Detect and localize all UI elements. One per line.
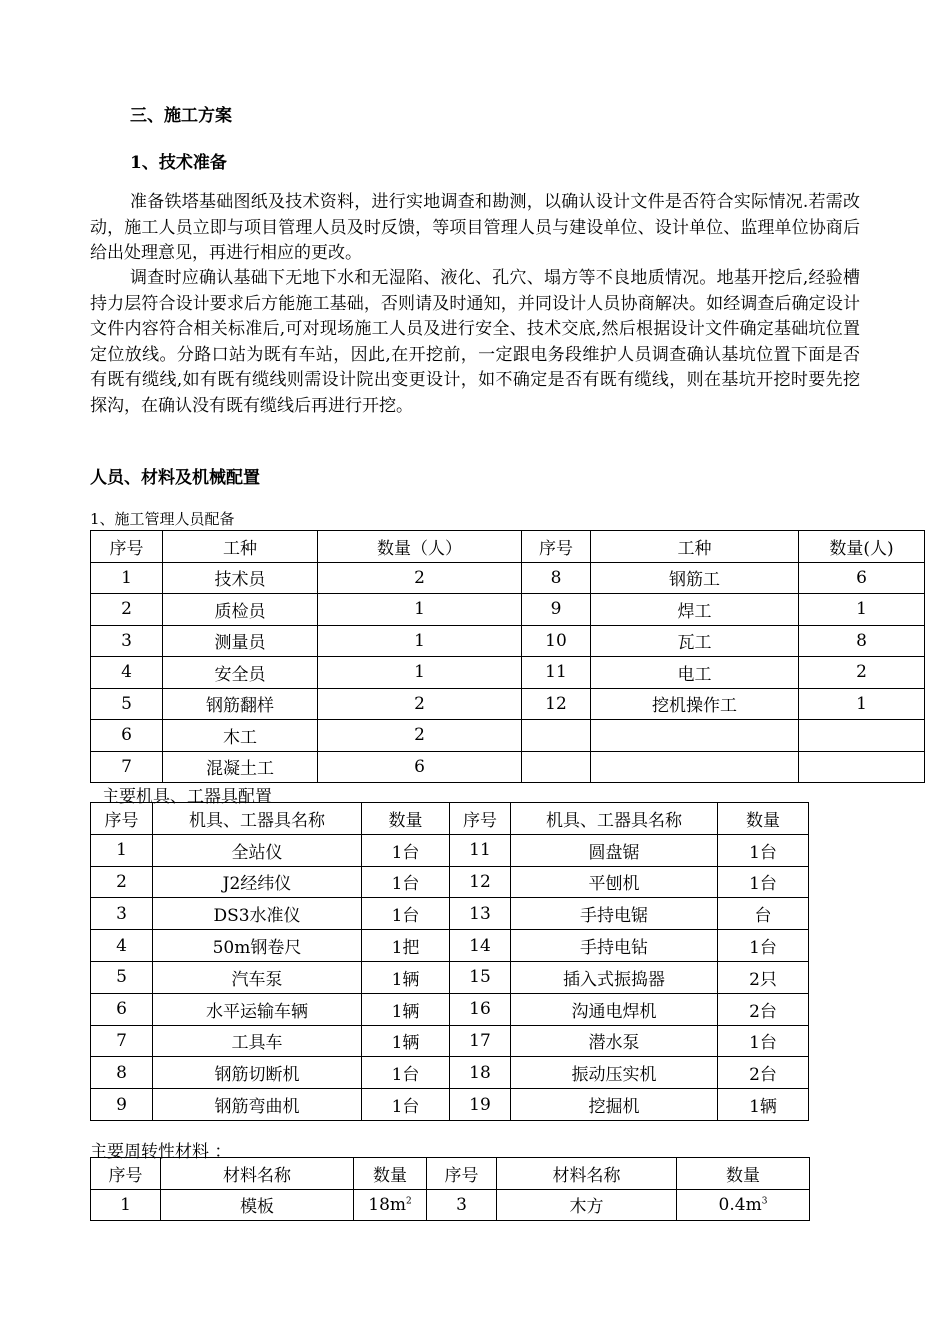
machine-table-row — [91, 993, 809, 1025]
material-table-header-row — [91, 1158, 810, 1190]
machine-table-cell — [362, 1025, 450, 1057]
machine-table-cell — [153, 1089, 362, 1121]
machine-table-cell-text: 沟通电焊机 — [571, 1001, 657, 1022]
staff-table-cell — [799, 688, 925, 720]
machine-table-cell — [511, 993, 718, 1025]
machine-table-header-cell: 数量 — [718, 803, 809, 835]
machine-table-cell-text: 14 — [469, 935, 491, 956]
machine-table-cell-text: 钢筋弯曲机 — [214, 1097, 300, 1118]
staff-table-row — [91, 688, 925, 720]
machine-table-cell-text: 1台 — [391, 1065, 420, 1086]
machine-table-cell — [718, 1089, 809, 1121]
machine-table-cell-text: 1台 — [749, 874, 777, 895]
staff-table-cell-text: 10 — [545, 630, 567, 651]
machine-table-cell-text: 汽车泵 — [231, 969, 283, 990]
machine-table-cell — [450, 898, 511, 930]
material-table-cell — [497, 1189, 677, 1221]
staff-table-cell-text: 6 — [856, 567, 867, 588]
machine-table-cell — [362, 993, 450, 1025]
machine-table-cell — [91, 898, 153, 930]
machine-table-cell — [511, 834, 718, 866]
machine-table-cell-text: 振动压实机 — [571, 1065, 657, 1086]
machine-table-cell — [718, 1057, 809, 1089]
machine-table-cell-text: 18 — [469, 1062, 491, 1083]
staff-table-cell-text: 4 — [121, 662, 132, 683]
staff-table-cell — [522, 688, 591, 720]
staff-table-cell — [591, 720, 799, 752]
staff-table-cell-text: 1 — [856, 693, 867, 714]
machine-table-cell — [91, 1025, 153, 1057]
staff-table-cell — [591, 657, 799, 689]
machine-table-cell-text: J2经纬仪 — [222, 874, 292, 895]
staff-table-cell-text: 钢筋翻样 — [206, 696, 274, 717]
machine-table-row — [91, 898, 809, 930]
staff-table-cell — [318, 688, 522, 720]
staff-table-header-cell: 数量(人) — [799, 531, 925, 563]
staff-table-header-cell: 序号 — [91, 531, 163, 563]
staff-table-cell-text: 8 — [550, 567, 562, 588]
material-table-cell-text: 0.4m — [718, 1194, 762, 1215]
staff-table-cell — [91, 562, 163, 594]
machine-table-row — [91, 1089, 809, 1121]
machine-table-cell — [91, 993, 153, 1025]
volume-unit-superscript: 3 — [761, 1196, 768, 1207]
staff-table-cell — [799, 751, 925, 783]
machine-table-cell-text: 8 — [116, 1062, 127, 1083]
machine-table-cell-text: 1台 — [749, 1033, 777, 1054]
staff-table-cell-text: 6 — [414, 756, 425, 777]
staff-table-cell — [318, 720, 522, 752]
machine-table-cell-text: 7 — [116, 1030, 127, 1051]
staff-table-cell-text: 1 — [414, 630, 425, 651]
machine-table-cell — [153, 866, 362, 898]
machine-table-cell — [450, 993, 511, 1025]
machine-table-cell-text: 1台 — [749, 842, 777, 863]
machine-table-row — [91, 961, 809, 993]
staff-table-cell-text: 5 — [121, 693, 132, 714]
machine-table-cell — [718, 930, 809, 962]
staff-table-row — [91, 657, 925, 689]
machine-table-cell-text: 2台 — [749, 1001, 777, 1022]
machine-table-cell-text: 挖掘机 — [588, 1097, 640, 1118]
machine-table-header-cell: 机具、工器具名称 — [153, 803, 362, 835]
machine-table-cell — [153, 834, 362, 866]
area-unit-superscript: 2 — [406, 1196, 412, 1207]
staff-table-cell-text: 电工 — [677, 664, 712, 685]
staff-table-row — [91, 625, 925, 657]
machine-table-cell — [450, 834, 511, 866]
staff-table-cell-text: 7 — [121, 756, 132, 777]
material-table-caption: 主要周转性材料 ： — [90, 1142, 232, 1162]
staff-table-cell — [522, 657, 591, 689]
material-table-cell-text: 模板 — [240, 1197, 274, 1218]
staff-table-cell-text: 1 — [121, 567, 132, 588]
staff-table-header-cell: 数量（人） — [318, 531, 522, 563]
machine-table-cell-text: 1把 — [391, 938, 420, 959]
machine-table-header-cell: 序号 — [450, 803, 511, 835]
machine-table-row — [91, 930, 809, 962]
machine-table-cell — [450, 1057, 511, 1089]
staff-table-cell-text: 质检员 — [214, 601, 266, 622]
staff-table-cell — [163, 594, 318, 626]
staff-table-header-cell: 工种 — [163, 531, 318, 563]
machine-table-cell — [511, 961, 718, 993]
machine-table-cell — [511, 898, 718, 930]
machine-table-cell — [91, 1089, 153, 1121]
staff-table-cell — [799, 720, 925, 752]
machine-table-cell-text: 1辆 — [391, 1033, 420, 1054]
staff-table-cell-text: 11 — [545, 662, 567, 683]
machine-table-cell — [362, 866, 450, 898]
staff-table-cell — [163, 657, 318, 689]
material-table — [90, 1157, 810, 1221]
machine-table-cell — [511, 1089, 718, 1121]
machine-table-cell-text: 1台 — [391, 906, 420, 927]
staff-table-cell-text: 2 — [414, 725, 425, 746]
section-subtitle: 1、技术准备 — [130, 153, 227, 173]
staff-table-header-row — [91, 531, 925, 563]
machine-table-cell — [153, 1057, 362, 1089]
staff-table-cell — [591, 562, 799, 594]
staff-table-cell-text: 12 — [545, 693, 567, 714]
machine-table-cell-text: 全站仪 — [231, 842, 283, 863]
staff-table-cell-text: 1 — [414, 662, 425, 683]
machine-table-cell — [362, 1089, 450, 1121]
staff-table-cell — [91, 594, 163, 626]
staff-table-cell — [522, 625, 591, 657]
machine-table-cell-text: 15 — [469, 967, 491, 988]
staff-table-cell-text: 2 — [414, 693, 425, 714]
staff-table-cell — [163, 625, 318, 657]
machine-table-header-cell: 序号 — [91, 803, 153, 835]
staff-table-cell — [522, 751, 591, 783]
machine-table-cell-text: 17 — [469, 1030, 491, 1051]
machine-table-cell — [153, 993, 362, 1025]
machine-table-cell — [511, 930, 718, 962]
staff-table-cell-text: 技术员 — [214, 570, 266, 591]
machine-table-cell-text: 12 — [469, 871, 491, 892]
machine-table-header-cell: 数量 — [362, 803, 450, 835]
staff-table-cell — [318, 594, 522, 626]
staff-table-cell — [91, 625, 163, 657]
staff-table-cell-text: 6 — [121, 725, 132, 746]
staff-table-cell — [591, 688, 799, 720]
machine-table-cell — [362, 898, 450, 930]
staff-table-cell — [318, 657, 522, 689]
machine-table-cell-text: 手持电锯 — [580, 906, 648, 927]
machine-table-cell-text: 2只 — [749, 969, 777, 990]
machine-table-cell-text: 平刨机 — [588, 874, 640, 895]
material-table-header-cell: 材料名称 — [161, 1158, 354, 1190]
machine-table-cell — [153, 1025, 362, 1057]
machine-table-cell-text: 2 — [116, 871, 127, 892]
machine-table-cell-text: 3 — [116, 903, 127, 924]
staff-table-cell-text: 9 — [550, 599, 562, 620]
machine-table-cell — [91, 866, 153, 898]
staff-table-cell-text: 混凝土工 — [206, 759, 274, 780]
staff-table-cell-text: 8 — [856, 630, 867, 651]
machine-table-row — [91, 834, 809, 866]
staff-table-cell-text: 1 — [414, 599, 425, 620]
staff-table-cell — [799, 562, 925, 594]
machine-table-cell — [450, 1025, 511, 1057]
machine-table-cell-text: 13 — [469, 903, 491, 924]
paragraph-investigation: 调查时应确认基础下无地下水和无湿陷、液化、孔穴、塌方等不良地质情况。地基开挖后,经验槽持力层符合设计要求后方能施工基础，否则请及时通知，并同设计人员协商解决。如经调查后确定设计文件内容符合相关标准后,可对现场施工人员及进行安全、技术交底,然后根据设计文件确定基础坑位置定位放线。分路口站为既有车站，因此,在开挖前，一定跟电务段维护人员调查确认基坑位置下面是否有既有缆线,如有既有缆线则需设计院出变更设计，如不确定是否有既有缆线，则在基坑开挖时要先挖探沟，在确认没有既有缆线后再进行开挖。 — [90, 268, 860, 416]
machine-table-cell-text: 2台 — [749, 1065, 777, 1086]
material-table-cell-text: 木方 — [569, 1197, 604, 1218]
machine-table-cell-text: 1台 — [749, 938, 777, 959]
staff-table-cell — [163, 688, 318, 720]
staff-table-cell-text: 测量员 — [214, 633, 266, 654]
staff-table-cell — [522, 720, 591, 752]
section-title: 三、施工方案 — [130, 106, 232, 126]
machine-table-cell-text: 11 — [469, 840, 491, 861]
machine-table-cell-text: 16 — [469, 999, 491, 1020]
machine-table-cell-text: 水平运输车辆 — [206, 1001, 308, 1022]
staff-table-cell — [91, 751, 163, 783]
machine-table-row — [91, 1057, 809, 1089]
machine-table-cell — [511, 866, 718, 898]
material-table-cell-text: 18m — [368, 1194, 407, 1215]
machine-table-cell — [362, 961, 450, 993]
staff-table-cell-text: 2 — [121, 599, 132, 620]
machine-table-row — [91, 866, 809, 898]
machine-table-cell-text: 1台 — [391, 874, 420, 895]
staff-table-cell-text: 安全员 — [214, 664, 266, 685]
staff-table-cell — [799, 594, 925, 626]
staff-table-row — [91, 751, 925, 783]
material-table-header-cell: 数量 — [677, 1158, 810, 1190]
staff-table-cell-text: 瓦工 — [677, 633, 712, 654]
paragraph-preparation: 准备铁塔基础图纸及技术资料，进行实地调查和勘测，以确认设计文件是否符合实际情况.若需改动，施工人员立即与项目管理人员及时反馈，等项目管理人员与建设单位、设计单位、监理单位协商后给出处理意见，再进行相应的更改。 — [90, 192, 860, 264]
staff-table-cell — [318, 751, 522, 783]
staff-table-cell — [318, 562, 522, 594]
staff-table-cell — [318, 625, 522, 657]
machine-table-cell-text: 手持电钻 — [580, 938, 648, 959]
material-table-cell-text: 1 — [120, 1194, 131, 1215]
staff-table-cell-text: 2 — [856, 662, 867, 683]
staff-table-cell — [799, 657, 925, 689]
staff-table-cell-text: 焊工 — [677, 601, 712, 622]
machine-table-cell-text: 工具车 — [231, 1033, 283, 1054]
staff-table-caption: 1、施工管理人员配备 — [90, 510, 235, 528]
staff-table-row — [91, 594, 925, 626]
staff-table-cell-text: 2 — [414, 567, 425, 588]
material-table-header-cell: 序号 — [91, 1158, 161, 1190]
staff-table-row — [91, 720, 925, 752]
staff-table-cell-text: 钢筋工 — [669, 570, 720, 591]
machine-table-cell — [718, 898, 809, 930]
machine-table-row — [91, 1025, 809, 1057]
material-table-cell — [91, 1189, 161, 1221]
machine-table — [90, 802, 809, 1121]
staff-table-cell-text: 3 — [121, 630, 132, 651]
material-table-cell — [354, 1189, 427, 1221]
machine-table-cell — [450, 961, 511, 993]
staff-table-cell-text: 挖机操作工 — [652, 696, 737, 717]
machine-table-cell — [91, 961, 153, 993]
staff-table-cell — [799, 625, 925, 657]
staff-table-header-cell: 工种 — [591, 531, 799, 563]
machine-table-cell — [718, 961, 809, 993]
machine-table-cell — [718, 993, 809, 1025]
staff-table-cell — [163, 720, 318, 752]
material-table-header-cell: 材料名称 — [497, 1158, 677, 1190]
material-table-cell — [427, 1189, 497, 1221]
machine-table-cell-text: 插入式振捣器 — [563, 969, 665, 990]
machine-table-cell-text: 19 — [469, 1094, 491, 1115]
staff-table-cell — [591, 751, 799, 783]
staff-table-header-cell: 序号 — [522, 531, 591, 563]
machine-table-caption: 主要机具、工器具配置 — [102, 787, 272, 807]
machine-table-cell — [718, 834, 809, 866]
staff-table — [90, 530, 925, 783]
machine-table-cell-text: 1 — [116, 840, 127, 861]
machine-table-cell — [153, 930, 362, 962]
machine-table-cell — [362, 1057, 450, 1089]
material-table-cell — [161, 1189, 354, 1221]
staff-table-cell — [591, 625, 799, 657]
material-table-cell — [677, 1189, 810, 1221]
machine-table-cell — [450, 930, 511, 962]
staff-section-title: 人员、材料及机械配置 — [90, 468, 260, 488]
machine-table-cell — [91, 834, 153, 866]
machine-table-cell — [511, 1057, 718, 1089]
machine-table-cell-text: 4 — [116, 935, 127, 956]
material-table-row — [91, 1189, 810, 1221]
machine-table-cell — [718, 866, 809, 898]
machine-table-cell — [718, 1025, 809, 1057]
staff-table-cell — [522, 562, 591, 594]
machine-table-cell — [153, 961, 362, 993]
material-table-header-cell: 序号 — [427, 1158, 497, 1190]
machine-table-cell-text: 圆盘锯 — [588, 842, 640, 863]
machine-table-header-cell: 机具、工器具名称 — [511, 803, 718, 835]
machine-table-cell — [362, 834, 450, 866]
machine-table-cell — [511, 1025, 718, 1057]
staff-table-cell — [591, 594, 799, 626]
machine-table-cell — [91, 930, 153, 962]
staff-table-cell-text: 1 — [856, 599, 867, 620]
machine-table-cell — [450, 866, 511, 898]
machine-table-cell-text: 1台 — [391, 1097, 420, 1118]
staff-table-cell — [91, 688, 163, 720]
staff-table-row — [91, 562, 925, 594]
machine-table-header-row — [91, 803, 809, 835]
machine-table-cell — [362, 930, 450, 962]
machine-table-cell-text: 1辆 — [391, 969, 420, 990]
machine-table-cell-text: 1台 — [391, 842, 420, 863]
staff-table-cell — [163, 562, 318, 594]
machine-table-cell-text: 5 — [116, 967, 127, 988]
machine-table-cell-text: 钢筋切断机 — [214, 1065, 300, 1086]
machine-table-cell-text: 9 — [116, 1094, 127, 1115]
staff-table-cell — [91, 657, 163, 689]
machine-table-cell-text: DS3水准仪 — [213, 906, 301, 927]
machine-table-cell-text: 潜水泵 — [588, 1033, 640, 1054]
staff-table-cell — [163, 751, 318, 783]
machine-table-cell-text: 50m钢卷尺 — [212, 938, 302, 959]
machine-table-cell-text: 1辆 — [749, 1097, 777, 1118]
staff-table-cell — [91, 720, 163, 752]
machine-table-cell-text: 1辆 — [391, 1001, 420, 1022]
material-table-cell-text: 3 — [456, 1194, 467, 1215]
staff-table-cell — [522, 594, 591, 626]
machine-table-cell-text: 6 — [116, 999, 127, 1020]
staff-table-cell-text: 木工 — [223, 727, 257, 748]
machine-table-cell — [153, 898, 362, 930]
machine-table-cell — [91, 1057, 153, 1089]
machine-table-cell-text: 台 — [754, 906, 772, 927]
machine-table-cell — [450, 1089, 511, 1121]
material-table-header-cell: 数量 — [354, 1158, 427, 1190]
